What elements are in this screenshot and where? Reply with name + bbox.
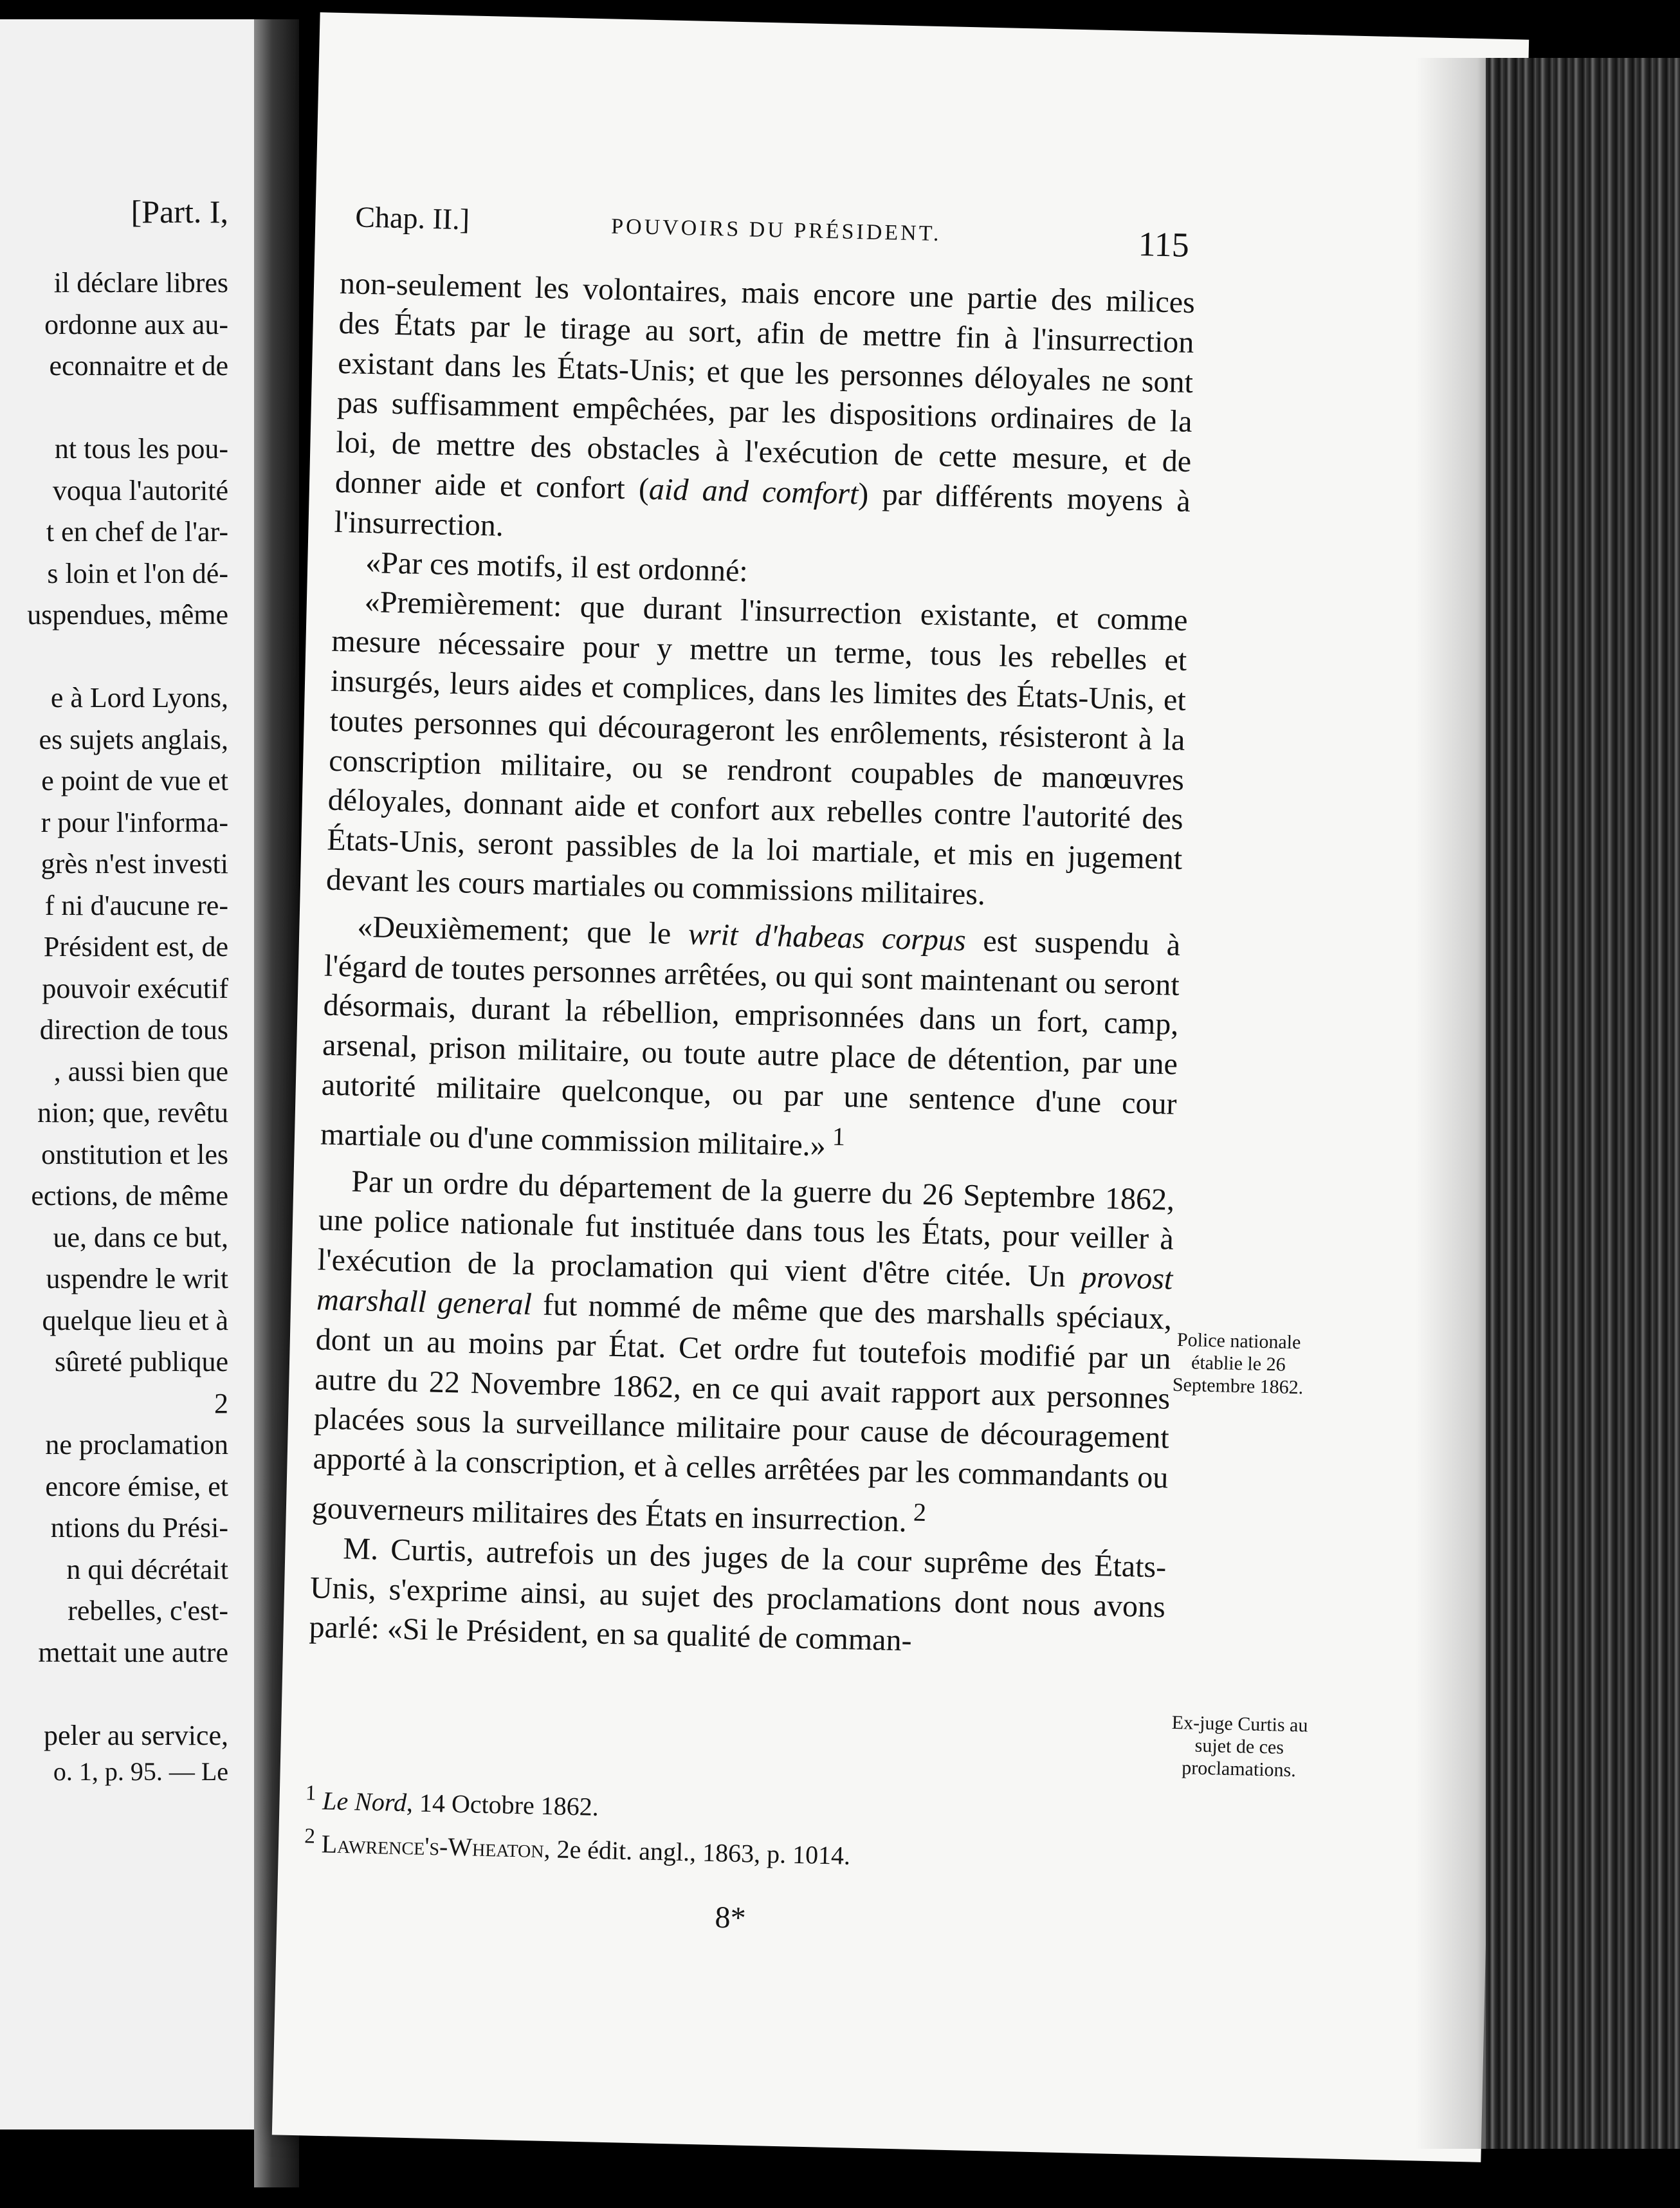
- left-page-line: ections, de même: [31, 1180, 228, 1211]
- left-page-line: nion; que, revêtu: [37, 1097, 228, 1128]
- left-page-line: onstitution et les: [41, 1138, 228, 1170]
- left-page-line: t en chef de l'ar-: [46, 516, 228, 547]
- left-page-line: ue, dans ce but,: [53, 1221, 228, 1253]
- left-page-line: s loin et l'on dé-: [47, 557, 228, 589]
- left-page-line: ne proclamation: [45, 1429, 228, 1460]
- left-page-line: uspendre le writ: [46, 1263, 228, 1294]
- paragraph-5: Par un ordre du département de la guerre du 26 Septembre 1862, une police nationale fut instituée dans tous les États, pour veiller à l'exécution de la proclamation qui vient d'être citée. Un provost marshall general fut nommé de même que des marshalls spéciaux, dont un au moins par État. Cet ordre fut toutefois modifié par un autre du 22 Novembre 1862, en ce qui avait rapport aux personnes placées sous la surveillance militaire pour cause de découragement apporté à la conscription, et à celles arrêtées par les commandants ou gouverneurs militaires des États en insurrection. $^2$: [311, 1164, 1175, 1539]
- left-page-line: [27, 1673, 228, 1715]
- left-page-line: encore émise, et: [45, 1470, 228, 1502]
- left-page-line: direction de tous: [39, 1014, 228, 1045]
- left-page-line: grès n'est investi: [41, 848, 228, 879]
- left-page-line: rebelles, c'est-: [68, 1595, 228, 1626]
- book-fore-edge: [1486, 58, 1680, 2149]
- left-page-line: il déclare libres: [53, 267, 228, 299]
- left-page-line: mettait une autre: [38, 1636, 228, 1668]
- left-facing-page: [0, 19, 266, 2130]
- footnote-ref-2: 2: [906, 1497, 927, 1527]
- footnotes: [302, 1775, 1161, 1946]
- left-page-line: uspendues, même: [27, 599, 228, 630]
- footnote-1: $^1$ Le Nord, 14 Octobre 1862.: [305, 1781, 599, 1821]
- paragraph-6: M. Curtis, autrefois un des juges de la cour suprême des États-Unis, s'exprime ainsi, au sujet des proclamations dont nous avons parlé: «Si le Président, en sa qualité de comman-: [309, 1531, 1167, 1658]
- paragraph-4: «Deuxièmement; que le writ d'habeas corpus est suspendu à l'égard de toutes personnes arrêtées, ou qui sont maintenant ou seront désormais, durant la rébellion, emprisonnées dans un fort, camp, arsenal, prison militaire, ou toute autre place de détention, par une autorité militaire quelconque, ou par une sentence d'une cour martiale ou d'une commission militaire.» $^1$: [320, 909, 1181, 1163]
- page-number: 115: [1138, 225, 1190, 264]
- left-page-line: f ni d'aucune re-: [44, 889, 228, 921]
- left-page-lines: [27, 262, 228, 1756]
- left-page-line: es sujets anglais,: [39, 723, 228, 755]
- left-page-line: ntions du Prési-: [50, 1512, 228, 1543]
- left-page-line: sûreté publique: [54, 1346, 228, 1377]
- margin-note-curtis: Ex-juge Curtis au sujet de ces proclamations.: [1171, 1711, 1308, 1781]
- left-page-header: [Part. I,: [131, 194, 228, 230]
- left-page-line: r pour l'informa-: [41, 806, 228, 838]
- paragraph-1: non-seulement les volontaires, mais encore une partie des milices des États par le tirage au sort, afin de mettre fin à l'insurrection existant dans les États-Unis; et que les personnes déloyales ne sont pas suffisamment empêchées, par les dispositions ordinaires de la loi, de mettre des obstacles à l'exécution de cette mesure, et de donner aide et confort (aid and comfort) par différents moyens à l'insurrection.: [334, 266, 1196, 543]
- left-page-line: ordonne aux au-: [44, 308, 228, 340]
- footnote-ref-1: 1: [825, 1121, 846, 1151]
- italic-phrase: aid and comfort: [648, 472, 859, 511]
- italic-phrase: provost marshall general: [316, 1260, 1173, 1321]
- left-page-line: econnaitre et de: [49, 350, 228, 382]
- left-page-line: peler au service,: [43, 1719, 228, 1751]
- left-page-footnote: o. 1, p. 95. — Le: [53, 1757, 228, 1786]
- running-head: [315, 179, 1525, 264]
- italic-phrase: writ d'habeas corpus: [688, 917, 967, 957]
- signature-mark: 8*: [715, 1900, 747, 1935]
- chapter-label: Chap. II.]: [354, 200, 470, 236]
- running-title: POUVOIRS DU PRÉSIDENT.: [610, 214, 942, 246]
- left-page-line: e à Lord Lyons,: [50, 682, 228, 713]
- body-text: [309, 264, 1195, 1667]
- footnote-2: $^2$ Lawrence's-Wheaton, 2e édit. angl., 1863, p. 1014.: [304, 1824, 851, 1871]
- left-page-line: Président est, de: [43, 931, 228, 962]
- left-page-line: [27, 387, 228, 429]
- left-page-line: , aussi bien que: [53, 1055, 228, 1087]
- paragraph-3: «Premièrement: que durant l'insurrection existante, et comme mesure nécessaire pour y mettre un terme, tous les rebelles et insurgés, leurs aides et complices, dans les limites des États-Unis, et toutes personnes qui décourageront les enrôlements, résisteront à la conscription militaire, ou se rendront coupables de manœuvres déloyales, donnant aide et confort aux rebelles contre l'autorité des États-Unis, seront passibles de la loi martiale, et mis en jugement devant les cours martiales ou commissions militaires.: [325, 585, 1189, 912]
- margin-note-police: Police nationale établie le 26 Septembre 1862.: [1172, 1329, 1304, 1399]
- left-page-line: e point de vue et: [41, 765, 228, 796]
- left-page-line: 2: [214, 1387, 228, 1419]
- left-page-line: n qui décrétait: [66, 1553, 228, 1585]
- left-page-line: voqua l'autorité: [52, 474, 228, 506]
- left-page-line: nt tous les pou-: [54, 433, 228, 465]
- left-page-line: [27, 636, 228, 678]
- left-page-line: quelque lieu et à: [42, 1304, 228, 1336]
- paragraph-2: «Par ces motifs, il est ordonné:: [365, 545, 749, 588]
- left-page-line: pouvoir exécutif: [42, 972, 228, 1004]
- main-page: [272, 12, 1529, 2162]
